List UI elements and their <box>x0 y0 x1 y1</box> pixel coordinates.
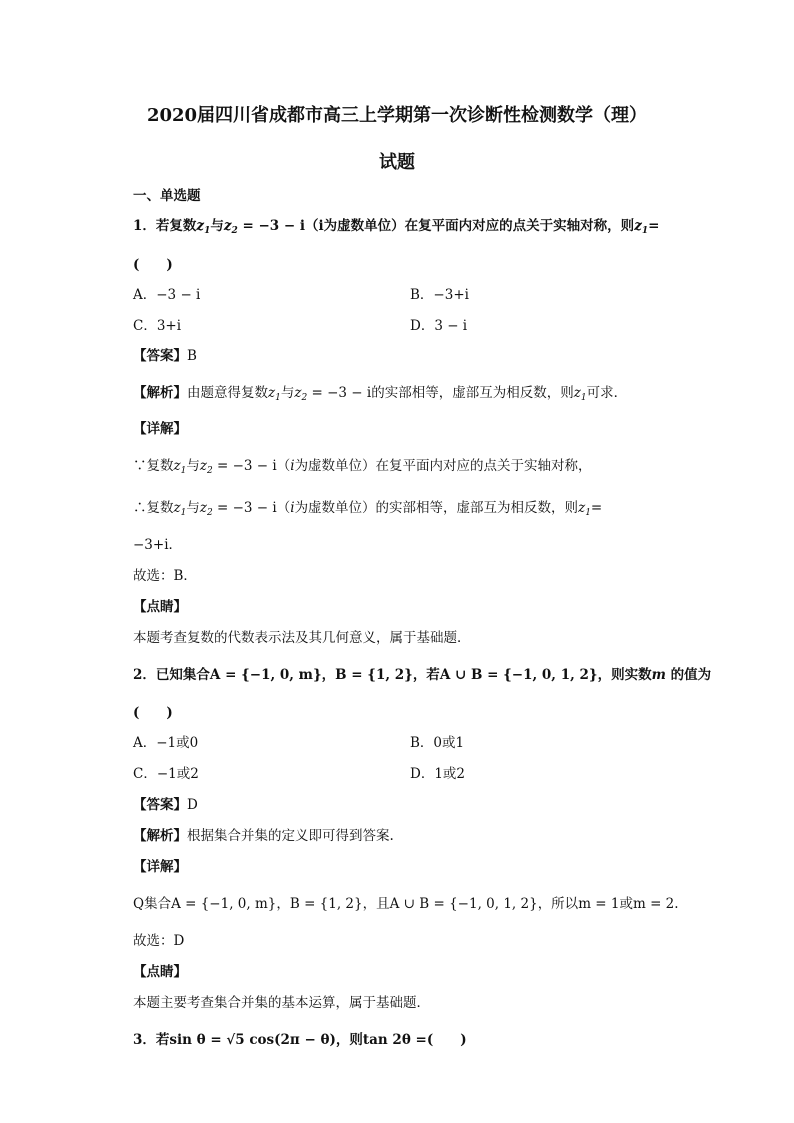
q1-z1: $z_1$ <box>196 218 211 236</box>
q1-detail-line1: ∵复数$z_1$与$z_2 = -3 - i(i$为虚数单位）在复平面内对应的点关于实轴对称， <box>133 458 592 476</box>
q2-option-d: D．1或2 <box>410 766 466 782</box>
q1-paren: ( ) <box>133 257 173 273</box>
q1-z2: $z_2 = -3 - i$ <box>223 218 306 236</box>
q1-detail-label: 【详解】 <box>133 421 187 437</box>
q2-detail: Q集合A = {−1, 0, m}，B = {1, 2}，且A ∪ B = {−1, 0, 1, 2}，所以m = 1或m = 2. <box>133 896 679 912</box>
q1-choose: 故选：B． <box>133 568 197 584</box>
q3-stem: 3．若sin θ = √5 cos(2π − θ)，则tan 2θ =( ) <box>133 1032 467 1048</box>
q1-answer: 【答案】B <box>133 348 197 364</box>
q1-option-c: C．3+i <box>133 318 182 334</box>
q1-analysis: 【解析】由题意得复数$z_1$与$z_2 = -3 - i$的实部相等，虚部互为相反数，则$z_1$可求． <box>133 385 628 403</box>
section-heading: 一、单选题 <box>133 188 201 204</box>
doc-title-line1: 2020届四川省成都市高三上学期第一次诊断性检测数学（理） <box>146 105 648 126</box>
q2-choose: 故选：D <box>133 933 185 949</box>
q2-stem: 2．已知集合A = {−1, 0, m}，B = {1, 2}，若A ∪ B = {−1, 0, 1, 2}，则实数m 的值为 <box>133 667 712 683</box>
q1-stem: 1．若复数$z_1$与$z_2 = -3 - i(i$为虚数单位）在复平面内对应的点关于实轴对称，则$z_1=$ <box>133 218 660 236</box>
q2-analysis: 【解析】根据集合并集的定义即可得到答案. <box>133 828 394 844</box>
q1-detail-line2: ∴复数$z_1$与$z_2 = -3 - i(i$为虚数单位）的实部相等，虚部互为相反数，则$z_1=$ <box>133 500 603 518</box>
q1-comment-label: 【点睛】 <box>133 599 187 615</box>
q1-comment: 本题考查复数的代数表示法及其几何意义，属于基础题． <box>133 630 471 646</box>
q1-option-a: A．−3 − i <box>133 287 201 303</box>
q2-comment-label: 【点睛】 <box>133 964 187 980</box>
q2-option-a: A．−1或0 <box>133 735 199 751</box>
q1-detail-line3: −3+i． <box>133 537 183 553</box>
q2-option-c: C．−1或2 <box>133 766 199 782</box>
q2-option-b: B．0或1 <box>410 735 465 751</box>
q2-answer: 【答案】D <box>133 797 198 813</box>
q1-option-d: D．3 − i <box>410 318 468 334</box>
q2-paren: ( ) <box>133 705 173 721</box>
q1-option-b: B．−3+i <box>410 287 469 303</box>
q2-comment: 本题主要考查集合并集的基本运算，属于基础题． <box>133 995 430 1011</box>
doc-title-line2: 试题 <box>379 152 415 173</box>
q2-detail-label: 【详解】 <box>133 859 187 875</box>
